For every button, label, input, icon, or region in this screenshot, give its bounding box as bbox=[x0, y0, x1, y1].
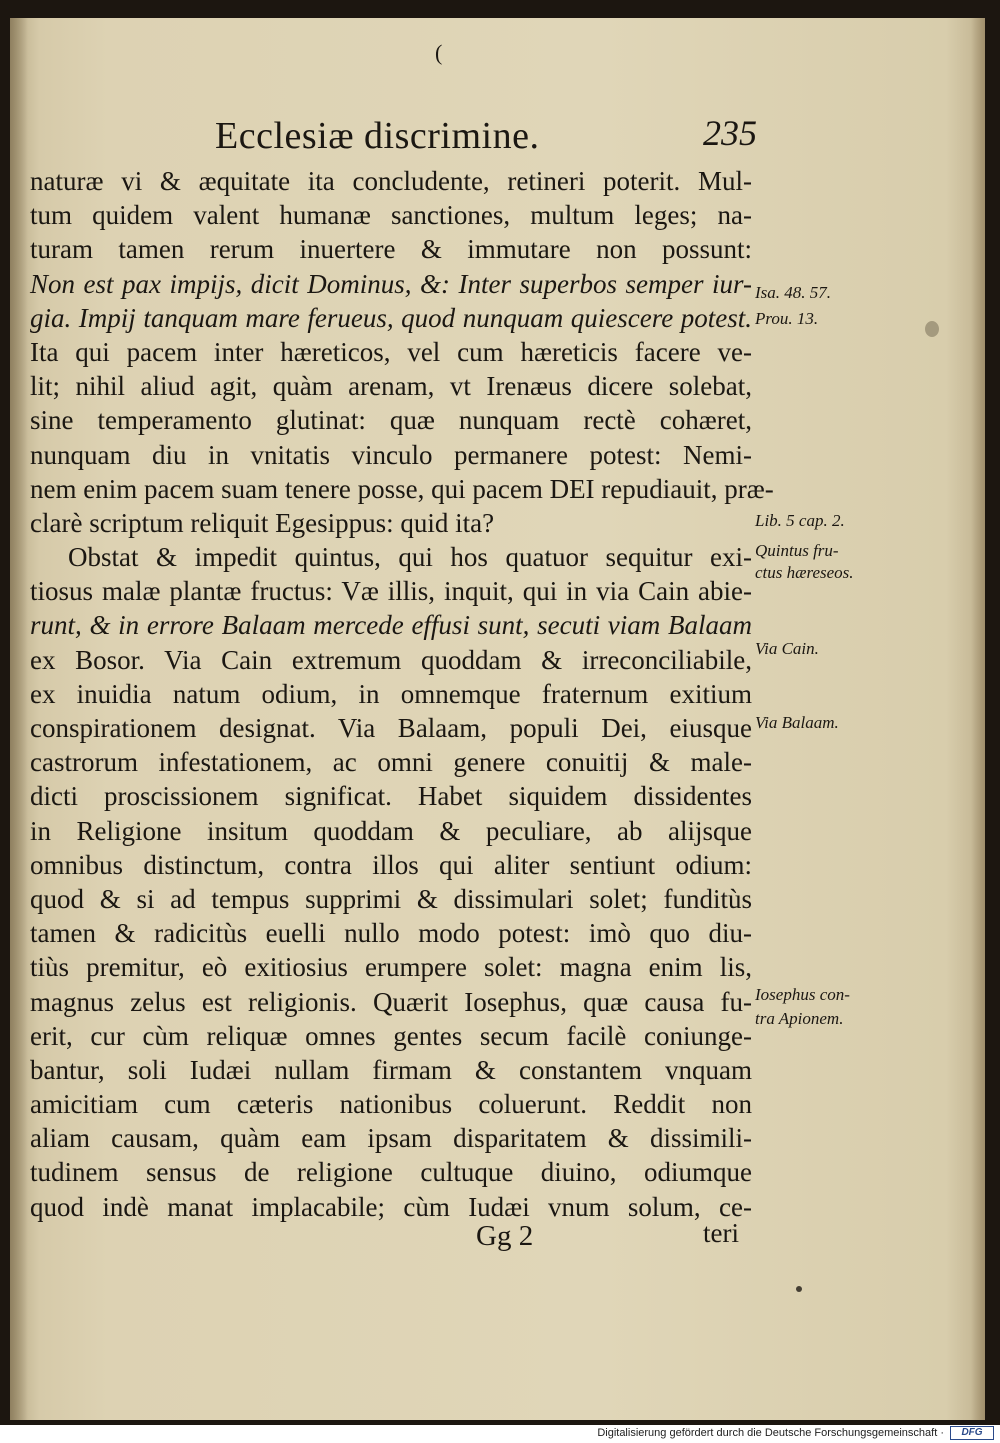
margin-note: Quintus fru- bbox=[755, 541, 839, 560]
margin-note: Prou. 13. bbox=[755, 309, 819, 328]
book-page bbox=[10, 18, 985, 1420]
margin-note: tra Apionem. bbox=[755, 1009, 844, 1028]
text-line: quod & si ad tempus supprimi & dissimulari solet; funditùs bbox=[30, 883, 752, 914]
text-line: lit; nihil aliud agit, quàm arenam, vt Irenæus dicere solebat, bbox=[30, 371, 752, 402]
text-line: clarè scriptum reliquit Egesippus: quid ita? bbox=[30, 507, 495, 538]
text-line: tamen & radicitùs euelli nullo modo potest: imò quo diu- bbox=[30, 918, 752, 949]
running-head: Ecclesiæ discrimine. bbox=[215, 115, 540, 157]
text-line: runt, & in errore Balaam mercede effusi sunt, secuti viam Balaam bbox=[30, 610, 752, 641]
body-text bbox=[30, 164, 774, 1224]
text-line: nunquam diu in vnitatis vinculo permanere potest: Nemi- bbox=[30, 439, 752, 470]
funding-notice: Digitalisierung gefördert durch die Deutsche Forschungsgemeinschaft · bbox=[597, 1427, 944, 1439]
page-edge-shadow bbox=[971, 18, 985, 1420]
text-line: quod indè manat implacabile; cùm Iudæi vnum solum, ce- bbox=[30, 1191, 752, 1222]
text-line: tiùs premitur, eò exitiosius erumpere solet: magna enim lis, bbox=[30, 952, 752, 983]
text-line: Non est pax impijs, dicit Dominus, &: Inter superbos semper iur- bbox=[30, 268, 752, 299]
top-mark: ( bbox=[435, 40, 443, 65]
text-line: in Religione insitum quoddam & peculiare, ab alijsque bbox=[30, 815, 752, 846]
margin-note: ctus hæreseos. bbox=[755, 563, 854, 582]
margin-note: Isa. 48. 57. bbox=[755, 283, 832, 302]
text-line: tum quidem valent humanæ sanctiones, multum leges; na- bbox=[30, 200, 752, 231]
text-line: ex Bosor. Via Cain extremum quoddam & irreconciliabile, bbox=[30, 644, 752, 675]
text-line: nem enim pacem suam tenere posse, qui pacem DEI repudiauit, præ- bbox=[30, 473, 774, 504]
page-number: 235 bbox=[703, 113, 757, 153]
text-line: aliam causam, quàm eam ipsam disparitatem & dissimili- bbox=[30, 1123, 752, 1154]
text-line: bantur, soli Iudæi nullam firmam & constantem vnquam bbox=[30, 1054, 752, 1085]
text-line: amicitiam cum cæteris nationibus coluerunt. Reddit non bbox=[30, 1089, 752, 1120]
text-line: erit, cur cùm reliquæ omnes gentes secum facilè coniunge- bbox=[30, 1020, 752, 1051]
catchword: teri bbox=[703, 1218, 739, 1248]
text-line: sine temperamento glutinat: quæ nunquam rectè cohæret, bbox=[30, 405, 752, 436]
text-line: naturæ vi & æquitate ita concludente, retineri poterit. Mul- bbox=[30, 166, 752, 196]
margin-note: Lib. 5 cap. 2. bbox=[755, 511, 845, 530]
margin-note: Via Balaam. bbox=[755, 713, 839, 732]
text-line: castrorum infestationem, ac omni genere conuitij & male- bbox=[30, 747, 752, 778]
text-line: ex inuidia natum odium, in omnemque fraternum exitium bbox=[30, 678, 752, 709]
text-line: Obstat & impedit quintus, qui hos quatuor sequitur exi- bbox=[68, 542, 752, 573]
text-line: tudinem sensus de religione cultuque diuino, odiumque bbox=[30, 1157, 752, 1188]
margin-note: Via Cain. bbox=[755, 639, 819, 658]
margin-note: Iosephus con- bbox=[755, 985, 850, 1004]
text-line: tiosus malæ plantæ fructus: Væ illis, inquit, qui in via Cain abie- bbox=[30, 576, 752, 607]
text-line: dicti proscissionem significat. Habet siquidem dissidentes bbox=[30, 781, 752, 812]
text-line: turam tamen rerum inuertere & immutare non possunt: bbox=[30, 234, 752, 265]
text-line: gia. Impij tanquam mare ferueus, quod nunquam quiescere potest. bbox=[30, 302, 752, 333]
gutter-shadow bbox=[10, 18, 28, 1420]
text-line: omnibus distinctum, contra illos qui aliter sentiunt odium: bbox=[30, 849, 752, 880]
ink-dot bbox=[796, 1286, 802, 1292]
text-line: magnus zelus est religionis. Quærit Iosephus, quæ causa fu- bbox=[30, 986, 752, 1017]
ink-stain bbox=[925, 321, 939, 337]
text-line: Ita qui pacem inter hæreticos, vel cum hæreticis facere ve- bbox=[30, 336, 752, 367]
text-line: conspirationem designat. Via Balaam, populi Dei, eiusque bbox=[30, 713, 752, 743]
dfg-logo: DFG bbox=[950, 1426, 994, 1440]
signature-mark: Gg 2 bbox=[476, 1220, 534, 1252]
